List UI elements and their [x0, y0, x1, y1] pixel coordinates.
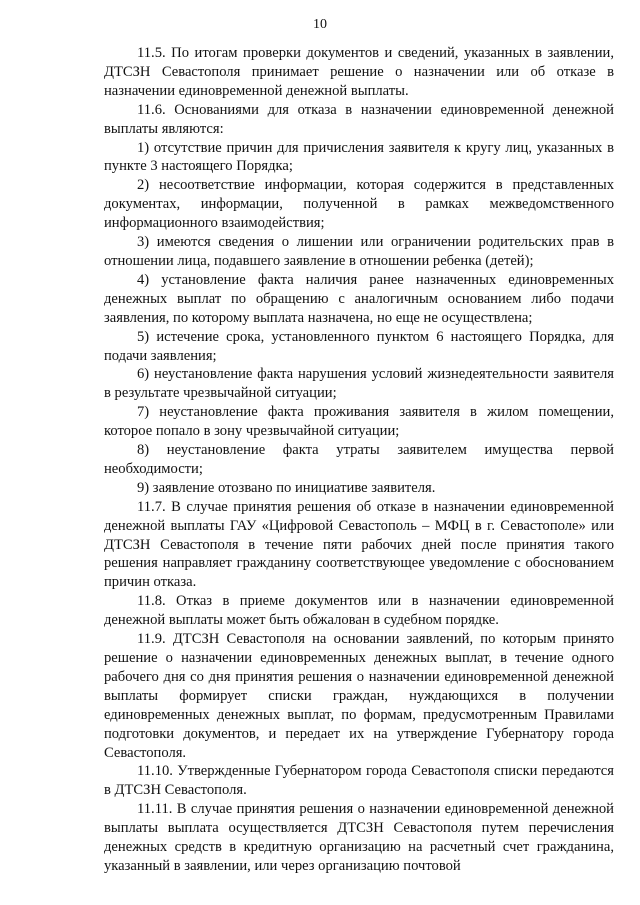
- paragraph-11-11: 11.11. В случае принятия решения о назначении единовременной денежной выплаты выплата осуществляется ДТСЗН Севастополя путем перечисления денежных средств в кредитную организацию на расчетный счет гражданина, указанный в заявлении, или через организацию почтовой: [104, 801, 614, 874]
- page-number: 10: [313, 17, 327, 32]
- list-item-1: 1) отсутствие причин для причисления заявителя к кругу лиц, указанных в пункте 3 настоящего Порядка;: [104, 139, 614, 175]
- list-item-2: 2) несоответствие информации, которая содержится в представленных документах, информации, полученной в рамках межведомственного информационного взаимодействия;: [104, 177, 614, 232]
- list-item-6: 6) неустановление факта нарушения условий жизнедеятельности заявителя в результате чрезвычайной ситуации;: [104, 366, 614, 402]
- list-item-7: 7) неустановление факта проживания заявителя в жилом помещении, которое попало в зону чрезвычайной ситуации;: [104, 404, 614, 440]
- document-body: [104, 44, 614, 876]
- list-item-4: 4) установление факта наличия ранее назначенных единовременных денежных выплат по обращению с аналогичным основанием либо подачи заявления, по которому выплата назначена, но еще не осуществлена;: [104, 271, 614, 326]
- paragraph-11-10: 11.10. Утвержденные Губернатором города Севастополя списки передаются в ДТСЗН Севастополя.: [104, 763, 614, 799]
- list-item-8: 8) неустановление факта утраты заявителем имущества первой необходимости;: [104, 442, 614, 477]
- paragraph-11-8: 11.8. Отказ в приеме документов или в назначении единовременной денежной выплаты может быть обжалован в судебном порядке.: [104, 593, 614, 629]
- paragraph-11-7: 11.7. В случае принятия решения об отказе в назначении единовременной денежной выплаты ГАУ «Цифровой Севастополь – МФЦ в г. Севастополе» или ДТСЗН Севастополя в течение пяти рабочих дней после принятия такого решения направляет гражданину соответствующее уведомление с обоснованием причин отказа.: [104, 498, 614, 591]
- paragraph-11-5: 11.5. По итогам проверки документов и сведений, указанных в заявлении, ДТСЗН Севастополя принимает решение о назначении или об отказе в назначении единовременной денежной выплаты.: [104, 45, 614, 99]
- paragraph-11-9: 11.9. ДТСЗН Севастополя на основании заявлений, по которым принято решение о назначении единовременных денежных выплат, в течение одного рабочего дня со дня принятия решения о назначении единовременной денежной выплаты формирует списки граждан, нуждающихся в получении единовременных денежных выплат, по формам, предусмотренным Правилами подготовки документов, и передает их на утверждение Губернатору города Севастополя.: [104, 631, 614, 761]
- paragraph-11-6: 11.6. Основаниями для отказа в назначении единовременной денежной выплаты являются:: [104, 101, 614, 137]
- list-item-3: 3) имеются сведения о лишении или ограничении родительских прав в отношении лица, подавшего заявление в отношении ребенка (детей);: [104, 234, 614, 269]
- list-item-5: 5) истечение срока, установленного пунктом 6 настоящего Порядка, для подачи заявления;: [104, 328, 614, 364]
- list-item-9: 9) заявление отозвано по инициативе заявителя.: [137, 479, 436, 496]
